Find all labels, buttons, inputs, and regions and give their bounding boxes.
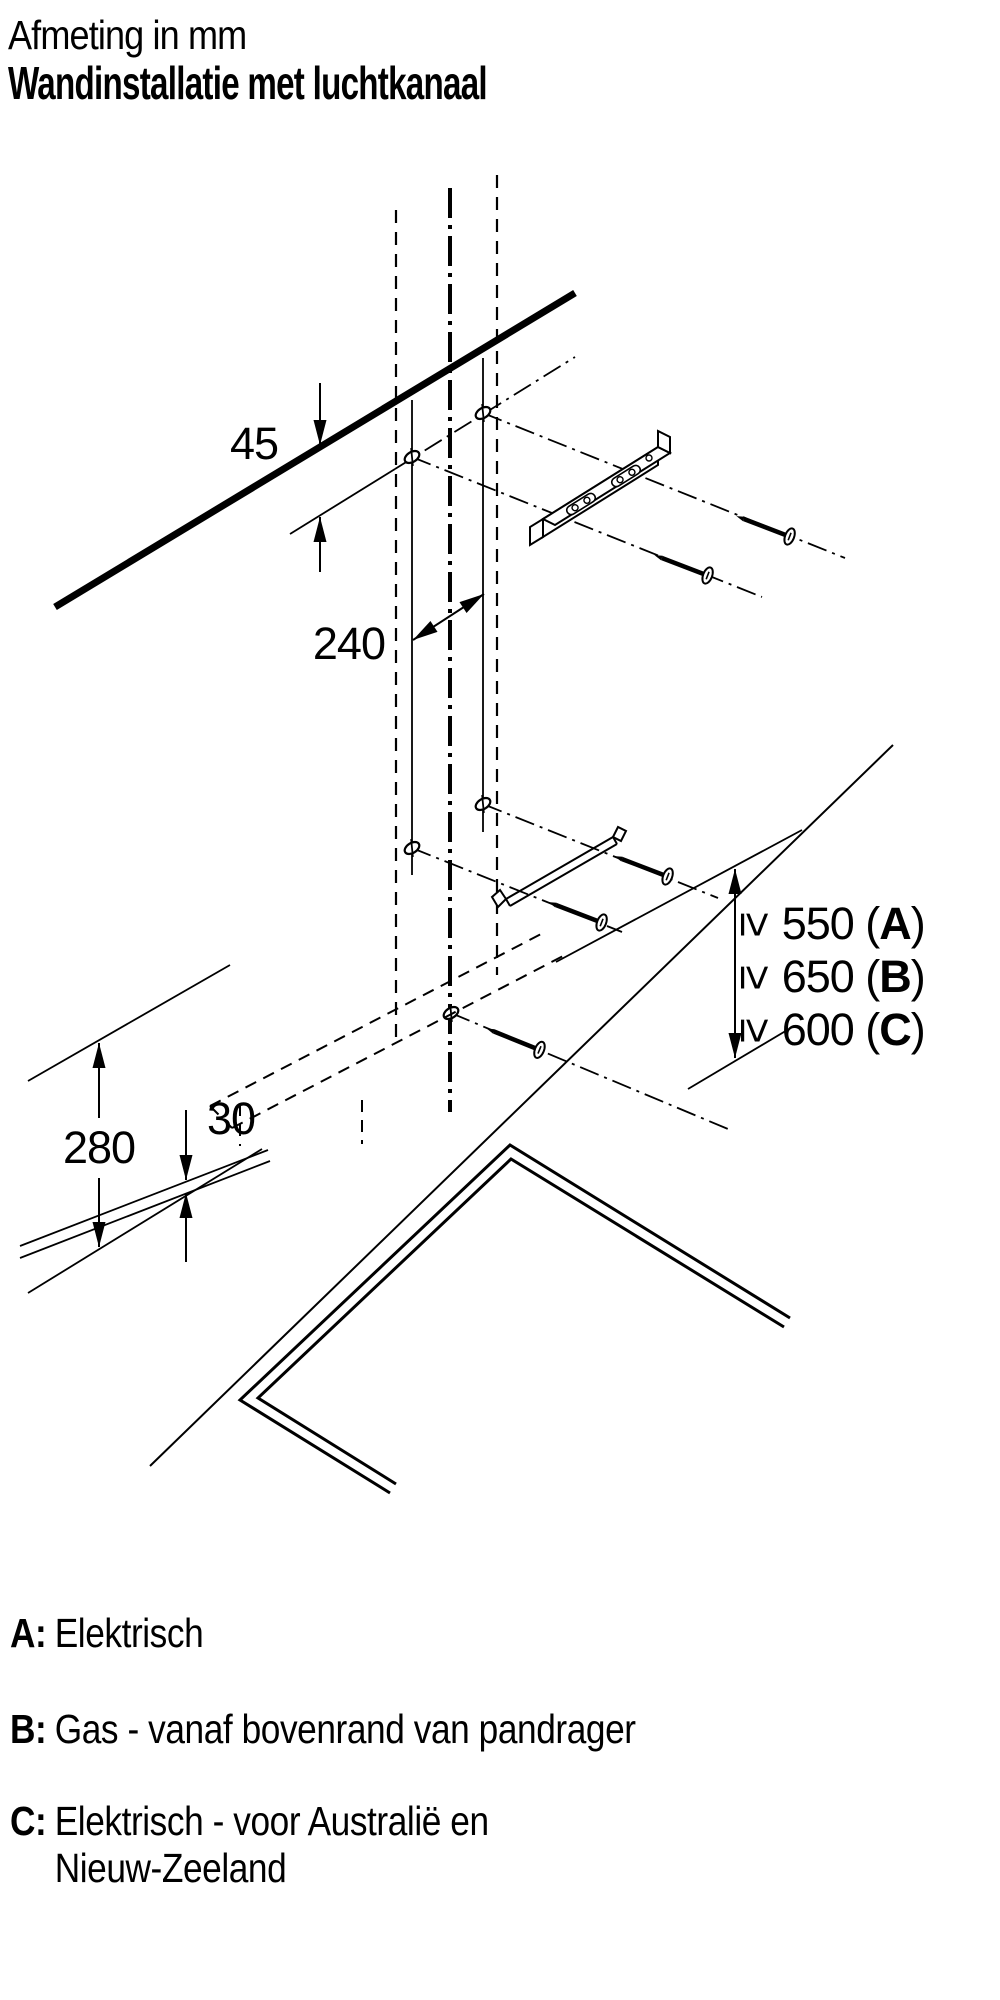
clearance-value: 650 ( (781, 951, 880, 1002)
clearance-close: ) (910, 1004, 925, 1055)
wall-screw (611, 848, 675, 886)
clearance-row-b (730, 951, 925, 1003)
legend-row-a (10, 1610, 203, 1657)
clearance-row-a (730, 898, 925, 950)
mounting-hole (440, 1002, 462, 1024)
chimney-bracket (530, 431, 670, 545)
wall-screw (483, 1021, 546, 1060)
page-title: Afmeting in mm (8, 12, 247, 58)
geq-icon: ≥ (730, 1018, 782, 1042)
hood-bracket-rail (492, 827, 626, 907)
legend-text: Elektrisch (54, 1610, 204, 1656)
wall-base-line (150, 745, 893, 1466)
countertop-outline (240, 1145, 790, 1493)
dim-240-label: 240 (312, 618, 385, 669)
mounting-hole (401, 837, 423, 859)
legend-key: A: (10, 1610, 47, 1656)
legend-text: Elektrisch - voor Australië en (54, 1798, 489, 1844)
clearance-close: ) (910, 898, 925, 949)
legend-key: B: (10, 1706, 47, 1752)
dim-30-label: 30 (206, 1093, 255, 1144)
lower-leader-right (483, 804, 718, 898)
clearance-row-c (730, 1004, 925, 1056)
clearance-letter: C (879, 1004, 911, 1055)
clearance-close: ) (910, 951, 925, 1002)
legend-row-b (10, 1706, 636, 1753)
wall-screw (733, 508, 797, 546)
legend-text: Gas - vanaf bovenrand van pandrager (54, 1706, 636, 1752)
clearance-value: 550 ( (781, 898, 880, 949)
dim-280-label: 280 (39, 1122, 159, 1174)
page-subtitle: Wandinstallatie met luchtkanaal (8, 57, 487, 109)
upper-hole-row-extension (290, 469, 395, 534)
mounting-hole (472, 793, 494, 815)
legend-row-c (10, 1798, 489, 1892)
geq-icon: ≥ (730, 912, 782, 936)
dim-45-label: 45 (229, 418, 278, 469)
geq-icon: ≥ (730, 965, 782, 989)
clearance-letter: A (879, 898, 911, 949)
mounting-hole (472, 402, 494, 424)
clearance-value: 600 ( (781, 1004, 880, 1055)
clearance-letter: B (879, 951, 911, 1002)
legend-text: Nieuw-Zeeland (54, 1845, 287, 1891)
mounting-hole (401, 446, 423, 468)
legend-key: C: (10, 1798, 47, 1844)
wall-screw (651, 547, 715, 585)
wall-screw (545, 894, 609, 932)
hood-bottom-edge-left (28, 965, 230, 1081)
